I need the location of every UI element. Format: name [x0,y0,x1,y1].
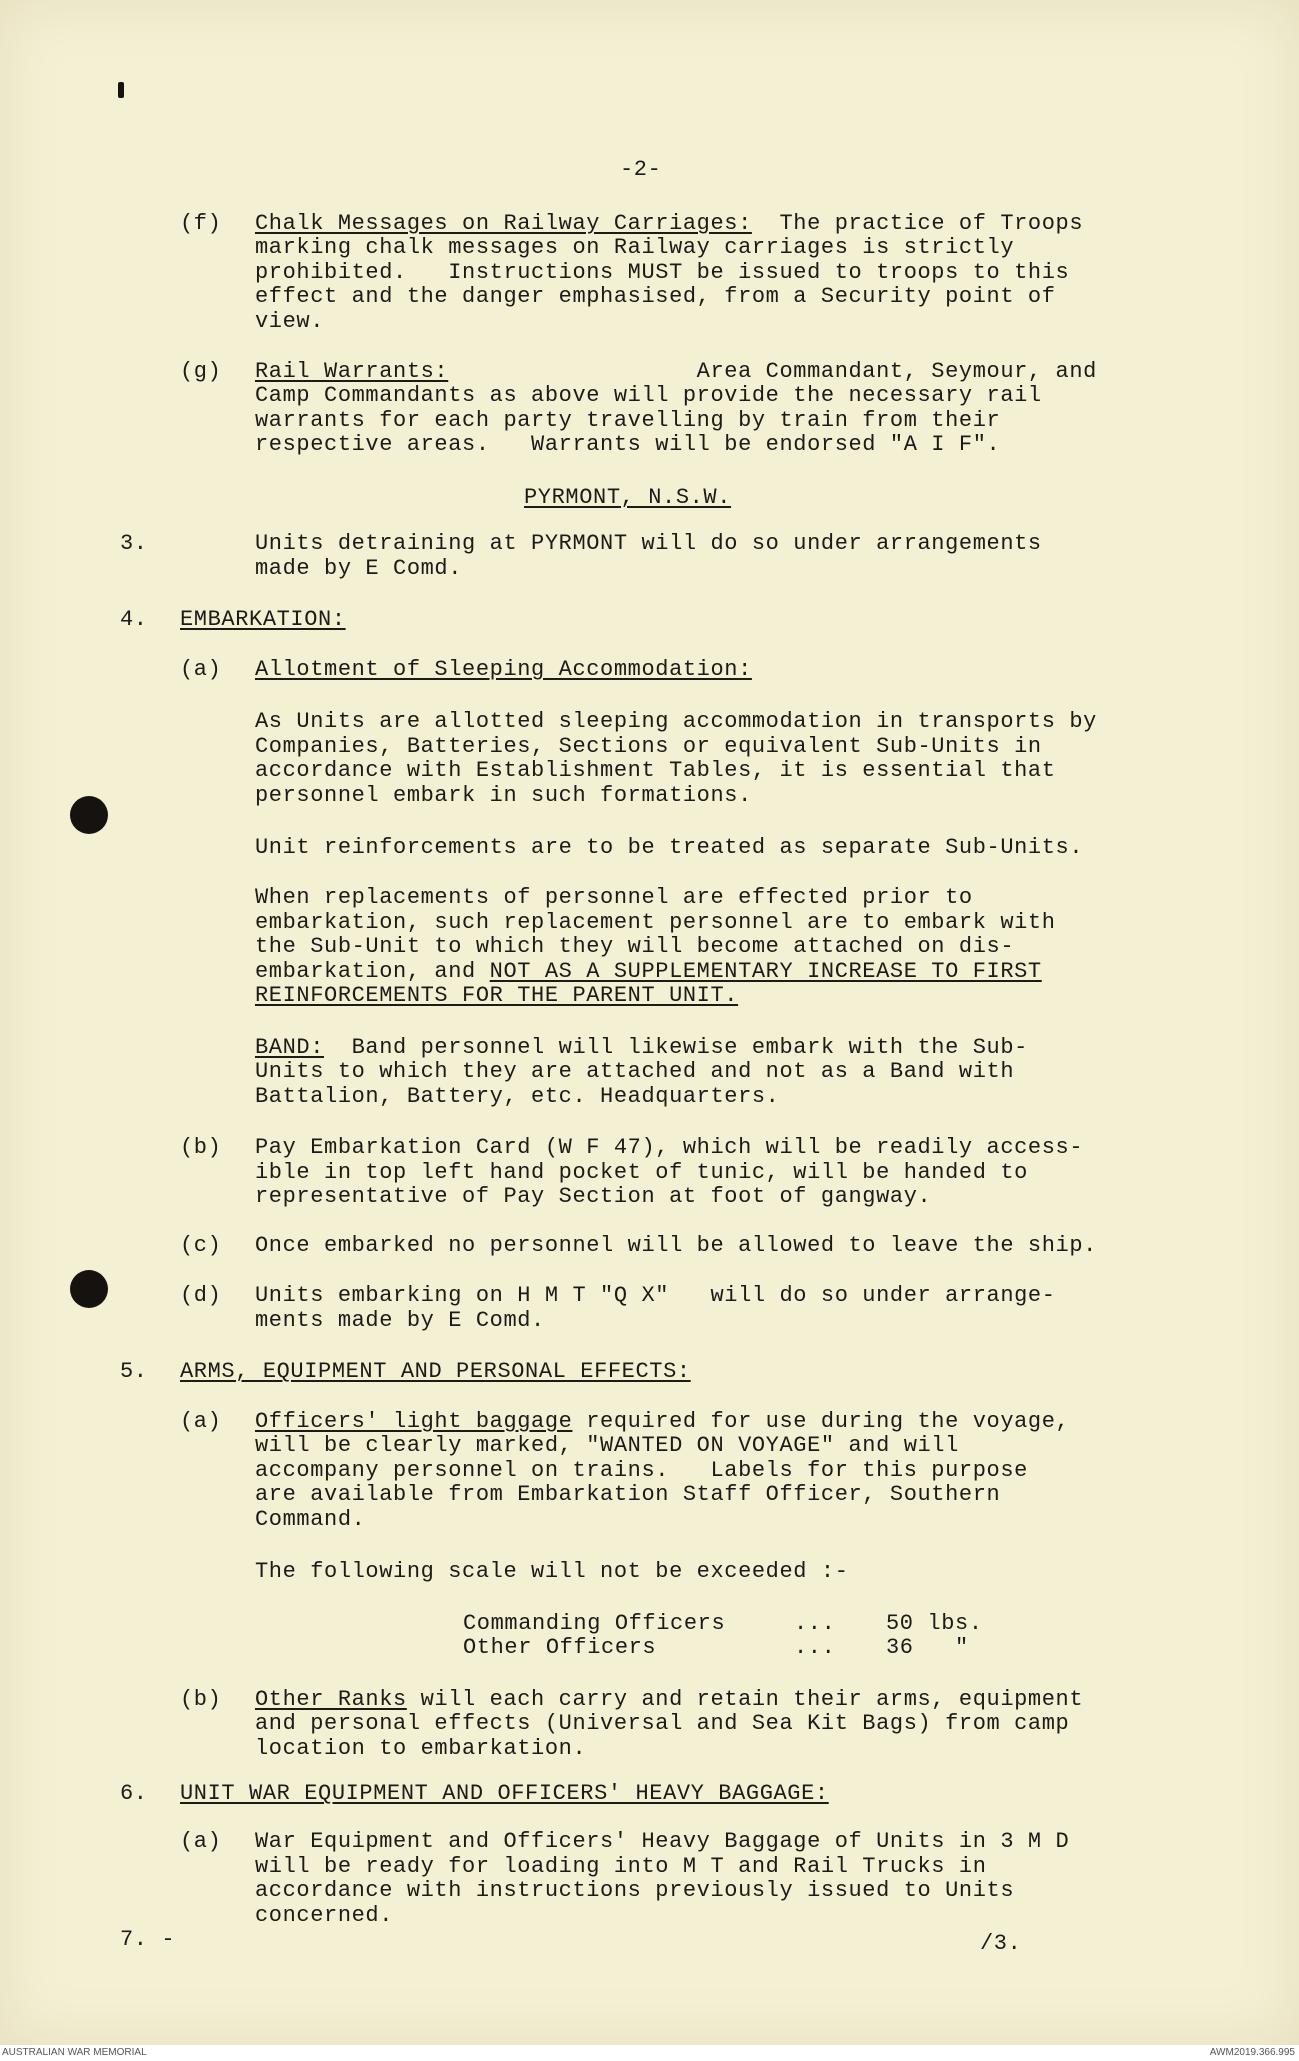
item-6a-body: War Equipment and Officers' Heavy Baggage of Units in 3 M D will be ready for loading into M T and Rail Trucks in accordance with instructions previously issued to Units concerned. [255,1829,1070,1928]
section-5-heading: ARMS, EQUIPMENT AND PERSONAL EFFECTS: [180,1359,691,1384]
footer-left: AUSTRALIAN WAR MEMORIAL [2,2047,147,2058]
section-3-number: 3. [120,531,148,556]
band-heading: BAND: [255,1035,325,1060]
item-4c-body: Once embarked no personnel will be allowed to leave the ship. [255,1233,1097,1258]
item-g-label: (g) [180,359,222,384]
margin-mark [118,82,124,98]
item-4c-label: (c) [180,1233,222,1258]
section-4-number: 4. [120,607,148,632]
item-f-body: marking chalk messages on Railway carriages is strictly prohibited. Instructions MUST be issued to troops to this effect and the danger emphasised, from a Security point of view. [255,235,1070,334]
item-f-heading: Chalk Messages on Railway Carriages: [255,211,752,236]
archive-footer [0,2045,1299,2061]
section-7-number: 7. - [120,1927,176,1952]
section-6-heading: UNIT WAR EQUIPMENT AND OFFICERS' HEAVY BAGGAGE: [180,1781,829,1806]
item-5b-body: and personal effects (Universal and Sea Kit Bags) from camp location to embarkation. [255,1711,1070,1761]
punch-hole-bottom [70,1270,108,1308]
item-4b-body: Pay Embarkation Card (W F 47), which will be readily access- ible in top left hand pocket of tunic, will be handed to representative of Pay Section at foot of gangway. [255,1135,1084,1209]
item-g-body: Camp Commandants as above will provide the necessary rail warrants for each party travelling by train from their respective areas. Warrants will be endorsed "A I F". [255,383,1042,457]
scale-intro: The following scale will not be exceeded :- [255,1559,849,1584]
item-4a-heading: Allotment of Sleeping Accommodation: [255,657,752,682]
scale-row-amount: 50 lbs. [886,1611,983,1636]
section-5-number: 5. [120,1359,148,1384]
item-5b-label: (b) [180,1687,222,1712]
item-g-text: Rail Warrants: Area Commandant, Seymour, and [255,359,1097,384]
scale-row-dots: ... [794,1635,836,1660]
band-text: BAND: Band personnel will likewise embark with the Sub- [255,1035,1028,1060]
item-5b-heading: Other Ranks [255,1687,407,1712]
page-number: -2- [620,157,662,182]
item-4a-label: (a) [180,657,222,682]
item-4a-para2: Unit reinforcements are to be treated as separate Sub-Units. [255,835,1084,860]
scale-row-rank: Other Officers [463,1635,657,1660]
section-3-body: Units detraining at PYRMONT will do so under arrangements made by E Comd. [255,531,1042,581]
band-body: Units to which they are attached and not as a Band with Battalion, Battery, etc. Headquarters. [255,1059,1015,1109]
item-6a-label: (a) [180,1829,222,1854]
item-5a-heading: Officers' light baggage [255,1409,573,1434]
section-6-number: 6. [120,1781,148,1806]
item-5a-text: Officers' light baggage required for use during the voyage, [255,1409,1070,1434]
item-4a-para1: As Units are allotted sleeping accommodation in transports by Companies, Batteries, Sections or equivalent Sub-Units in accordance with Establishment Tables, it is essential that personnel embark in such formations. [255,709,1097,808]
scale-row-dots: ... [794,1611,836,1636]
punch-hole-top [70,796,108,834]
item-f-label: (f) [180,211,222,236]
footer-right: AWM2019.366.995 [1209,2047,1295,2058]
continuation-marker: /3. [980,1931,1022,1956]
scale-row-amount: 36 " [886,1635,969,1660]
pyrmont-heading: PYRMONT, N.S.W. [524,485,732,510]
item-5b-text: Other Ranks will each carry and retain their arms, equipment [255,1687,1084,1712]
section-4-heading: EMBARKATION: [180,607,346,632]
item-4d-label: (d) [180,1283,222,1308]
item-5a-body: will be clearly marked, "WANTED ON VOYAGE" and will accompany personnel on trains. Labels for this purpose are available from Embarkation Staff Officer, Southern Command. [255,1433,1028,1532]
item-g-heading: Rail Warrants: [255,359,449,384]
scale-row-rank: Commanding Officers [463,1611,726,1636]
item-4a-para3: When replacements of personnel are effected prior to embarkation, such replacement personnel are to embark with the Sub-Unit to which they will become attached on dis- embarkation, and NOT AS A SUPPLEMENTARY INCREASE TO FIRST REINFORCEMENTS FOR THE PARENT UNIT. [255,885,1056,1008]
item-5a-label: (a) [180,1409,222,1434]
item-f-text: Chalk Messages on Railway Carriages: The practice of Troops [255,211,1084,236]
item-4d-body: Units embarking on H M T "Q X" will do so under arrange- ments made by E Comd. [255,1283,1056,1333]
item-4b-label: (b) [180,1135,222,1160]
